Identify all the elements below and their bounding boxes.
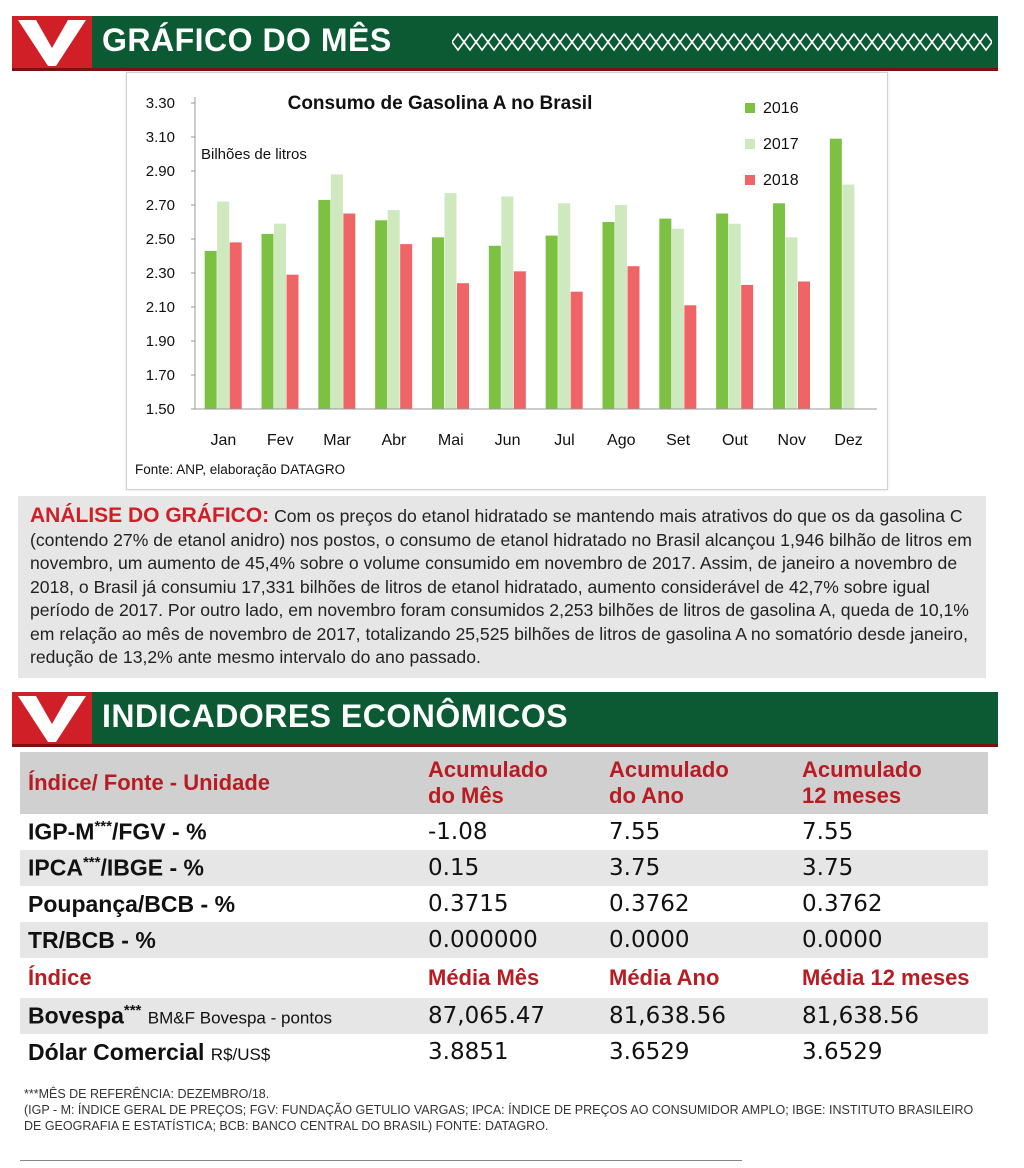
- table-header-accumulated: [20, 752, 988, 814]
- bar-2018-ago: [628, 266, 640, 409]
- bar-2018-mar: [343, 214, 355, 410]
- indicators-table: [20, 752, 988, 1070]
- bar-2018-jul: [571, 292, 583, 409]
- indicators-section-banner: [12, 692, 998, 747]
- x-tick-label: Jul: [554, 432, 575, 449]
- footer-rule: [20, 1160, 742, 1161]
- bar-2017-jan: [217, 202, 229, 409]
- y-tick-label: 1.50: [145, 401, 175, 418]
- row-name: Bovespa*** BM&F Bovespa - pontos: [28, 1002, 333, 1029]
- legend-label-2016: 2016: [763, 100, 799, 117]
- bar-2018-set: [684, 305, 696, 409]
- bar-2018-abr: [400, 244, 412, 409]
- v-logo-icon: [12, 16, 92, 68]
- analysis-paragraph: [30, 504, 978, 670]
- legend-label-2017: 2017: [763, 136, 799, 153]
- x-tick-label: Jun: [494, 432, 521, 449]
- analysis-label: ANÁLISE DO GRÁFICO:: [30, 504, 270, 527]
- row-value-year: 3.75: [609, 855, 661, 881]
- bar-2017-out: [729, 224, 741, 409]
- bar-2018-out: [741, 285, 753, 409]
- header-acc-year: Acumulado do Ano: [609, 757, 729, 808]
- table-row-dolar: [20, 1034, 988, 1070]
- row-value-month: 0.3715: [428, 891, 509, 917]
- x-tick-label: Mai: [437, 432, 464, 449]
- footnote: [24, 1086, 984, 1134]
- bar-2016-nov: [773, 203, 785, 409]
- row-value-12m: 7.55: [802, 819, 854, 845]
- chart-section-banner: [12, 16, 998, 71]
- table-row-bovespa: [20, 998, 988, 1034]
- bar-2016-jan: [205, 251, 217, 409]
- row-value-month: 0.15: [428, 855, 480, 881]
- x-tick-label: Set: [666, 432, 691, 449]
- header-avg-month: Média Mês: [428, 965, 540, 990]
- row-value-month: -1.08: [428, 819, 488, 845]
- row-value-12m: 81,638.56: [802, 1003, 920, 1029]
- y-tick-label: 2.50: [145, 231, 175, 248]
- y-tick-label: 3.30: [145, 95, 175, 112]
- v-logo: [12, 16, 92, 68]
- row-value-month: 0.000000: [428, 927, 538, 953]
- row-value-12m: 3.75: [802, 855, 854, 881]
- bar-2018-jun: [514, 271, 526, 409]
- row-name: IPCA***/IBGE - %: [28, 854, 204, 881]
- y-tick-label: 3.10: [145, 129, 175, 146]
- header-avg-year: Média Ano: [609, 965, 720, 990]
- row-name: Dólar Comercial R$/US$: [28, 1038, 271, 1065]
- bar-2017-abr: [388, 210, 400, 409]
- x-tick-label: Nov: [777, 432, 806, 449]
- legend-swatch-2017: [745, 139, 755, 149]
- zigzag-ornament: [452, 32, 992, 52]
- row-name: Poupança/BCB - %: [28, 890, 236, 917]
- header-acc-12m: Acumulado 12 meses: [802, 757, 922, 808]
- bar-2016-mar: [318, 200, 330, 409]
- bar-2017-jul: [558, 203, 570, 409]
- bar-2017-fev: [274, 224, 286, 409]
- bar-2017-mai: [445, 193, 457, 409]
- x-tick-label: Dez: [834, 432, 863, 449]
- row-value-12m: 3.6529: [802, 1039, 883, 1065]
- table-row-ipca: [20, 850, 988, 886]
- chart-section-title: GRÁFICO DO MÊS: [102, 22, 392, 58]
- x-tick-label: Mar: [323, 432, 351, 449]
- bar-2016-fev: [262, 234, 274, 409]
- x-tick-label: Abr: [381, 432, 407, 449]
- y-axis-label: Bilhões de litros: [201, 146, 307, 163]
- row-value-month: 87,065.47: [428, 1003, 546, 1029]
- footnote-glossary: (IGP - M: ÍNDICE GERAL DE PREÇOS; FGV: FUNDAÇÃO GETULIO VARGAS; IPCA: ÍNDICE DE PREÇOS AO CONSUMIDOR AMPLO; IBGE: INSTITUTO BRASILEIRO DE GEOGRAFIA E ESTATÍSTICA; BCB: BANCO CENTRAL DO BRASIL) FONTE: DATAGRO.: [24, 1103, 974, 1133]
- footnote-reference: ***MÊS DE REFERÊNCIA: DEZEMBRO/18.: [24, 1087, 270, 1101]
- bar-2016-abr: [375, 220, 387, 409]
- bar-2016-set: [659, 219, 671, 409]
- row-value-month: 3.8851: [428, 1039, 509, 1065]
- bar-2017-ago: [615, 205, 627, 409]
- bar-2017-nov: [786, 237, 798, 409]
- bar-2016-mai: [432, 237, 444, 409]
- y-tick-label: 2.30: [145, 265, 175, 282]
- bar-2018-nov: [798, 282, 810, 410]
- table-row-tr: [20, 922, 988, 958]
- row-value-year: 0.0000: [609, 927, 690, 953]
- legend-swatch-2018: [745, 175, 755, 185]
- chart-source: Fonte: ANP, elaboração DATAGRO: [135, 462, 346, 477]
- bar-2017-dez: [842, 185, 854, 409]
- chart-panel: [126, 72, 888, 490]
- x-tick-label: Jan: [210, 432, 237, 449]
- bar-2018-fev: [287, 275, 299, 409]
- bar-2016-jul: [546, 236, 558, 409]
- row-value-year: 81,638.56: [609, 1003, 727, 1029]
- y-tick-label: 1.90: [145, 333, 175, 350]
- row-name: IGP-M***/FGV - %: [28, 818, 207, 845]
- bar-2017-jun: [501, 197, 513, 410]
- row-value-year: 3.6529: [609, 1039, 690, 1065]
- table-row-poupanca: [20, 886, 988, 922]
- legend-label-2018: 2018: [763, 172, 799, 189]
- row-value-12m: 0.0000: [802, 927, 883, 953]
- x-tick-label: Fev: [266, 432, 294, 449]
- table-row-igpm: [20, 814, 988, 850]
- y-tick-label: 2.70: [145, 197, 175, 214]
- chart-title: Consumo de Gasolina A no Brasil: [287, 93, 593, 114]
- y-tick-label: 2.90: [145, 163, 175, 180]
- bar-2018-mai: [457, 283, 469, 409]
- bar-2018-jan: [230, 242, 242, 409]
- legend-swatch-2016: [745, 103, 755, 113]
- y-tick-label: 2.10: [145, 299, 175, 316]
- header-index: Índice: [28, 965, 92, 990]
- row-value-year: 7.55: [609, 819, 661, 845]
- header-index-source: Índice/ Fonte - Unidade: [28, 770, 271, 795]
- table-header-average: [20, 958, 988, 998]
- row-value-12m: 0.3762: [802, 891, 883, 917]
- bar-2016-out: [716, 214, 728, 410]
- analysis-box: [18, 496, 986, 678]
- analysis-text: Com os preços do etanol hidratado se mantendo mais atrativos do que os da gasolina C (contendo 27% de etanol anidro) nos postos, o consumo de etanol hidratado no Brasil alcançou 1,946 bilhão de litros em novembro, um aumento de 45,4% sobre o volume consumido em novembro de 2017. Assim, de janeiro a novembro de 2018, o Brasil já consumiu 17,331 bilhões de litros de etanol hidratado, aumento considerável de 42,7% sobre igual período de 2017. Por outro lado, em novembro foram consumidos 2,253 bilhões de litros de gasolina A, queda de 10,1% em relação ao mês de novembro de 2017, totalizando 25,525 bilhões de litros de gasolina A no somatório desde janeiro, redução de 13,2% ante mesmo intervalo do ano passado.: [30, 506, 972, 667]
- bar-2017-set: [672, 229, 684, 409]
- row-value-year: 0.3762: [609, 891, 690, 917]
- v-logo: [12, 692, 92, 744]
- x-tick-label: Out: [722, 432, 748, 449]
- indicators-section-title: INDICADORES ECONÔMICOS: [102, 698, 569, 734]
- bar-2016-dez: [830, 139, 842, 409]
- header-acc-month: Acumulado do Mês: [428, 757, 548, 808]
- v-logo-icon: [12, 692, 92, 744]
- bar-2016-ago: [603, 222, 615, 409]
- bar-2017-mar: [331, 174, 343, 409]
- y-tick-label: 1.70: [145, 367, 175, 384]
- bar-2016-jun: [489, 246, 501, 409]
- row-name: TR/BCB - %: [28, 926, 156, 953]
- header-avg-12m: Média 12 meses: [802, 965, 970, 990]
- bar-chart: [127, 73, 887, 489]
- x-tick-label: Ago: [607, 432, 636, 449]
